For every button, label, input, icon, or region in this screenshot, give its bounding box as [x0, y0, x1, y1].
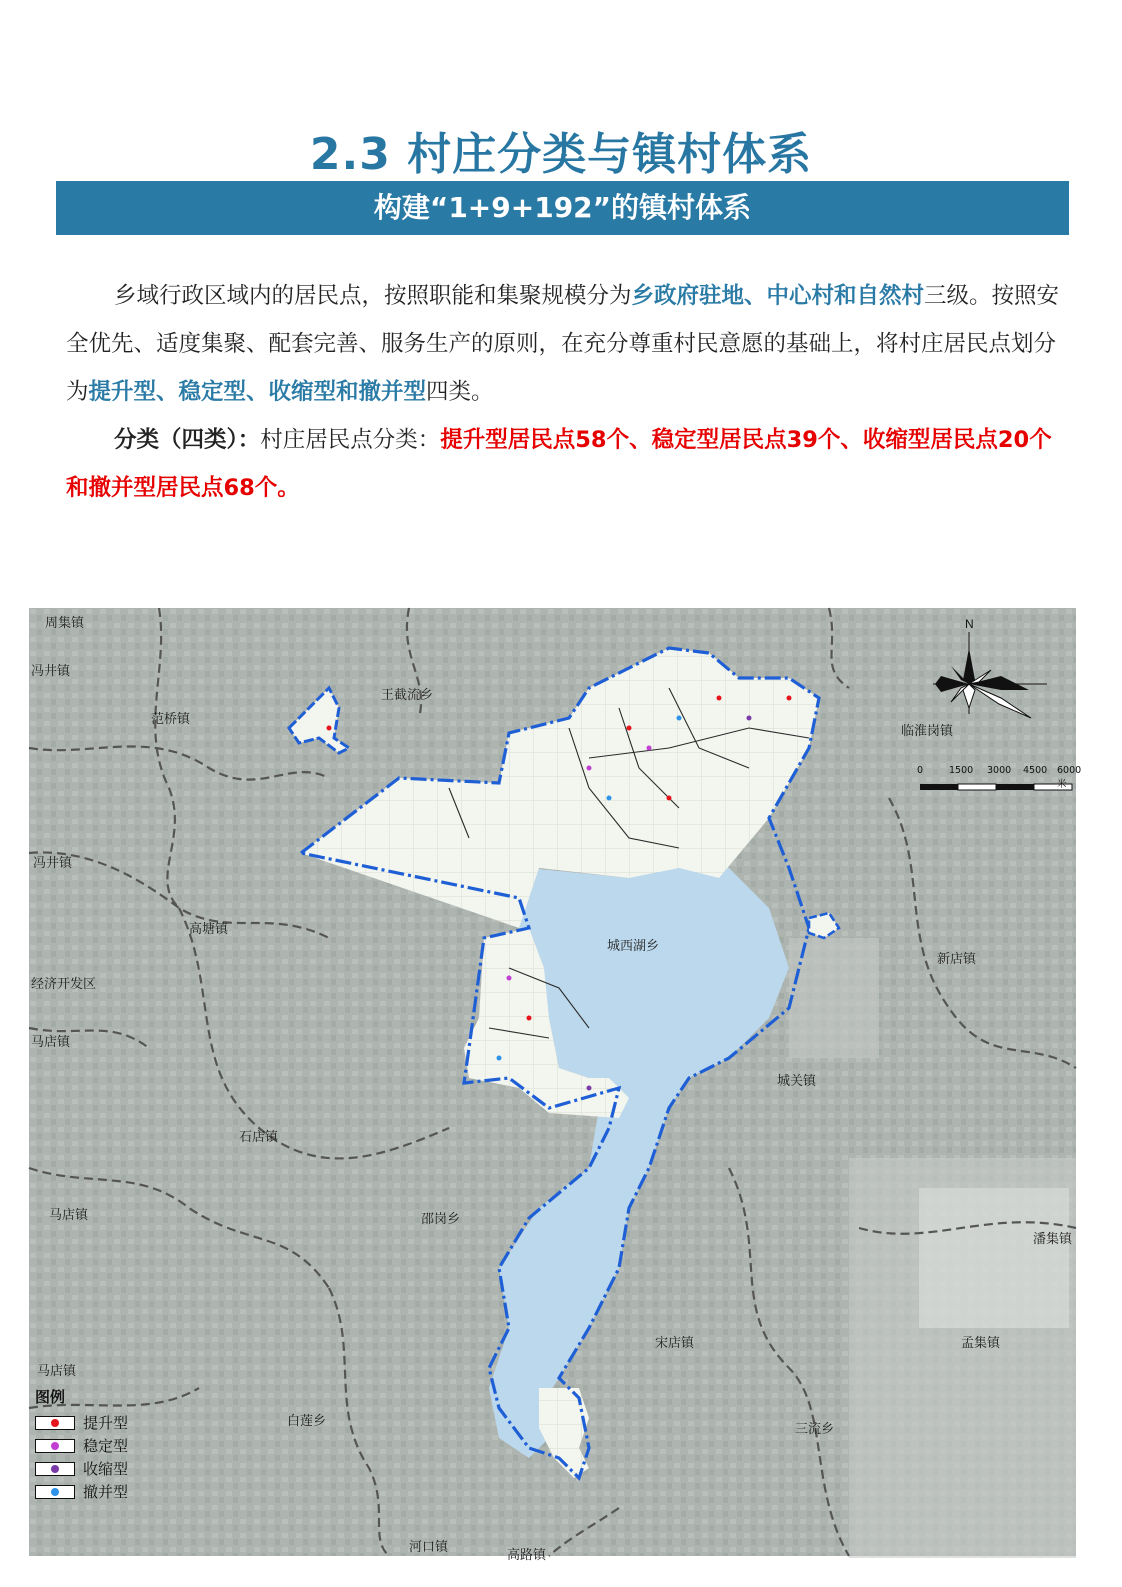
section-banner: 构建“1+9+192”的镇村体系 [56, 181, 1069, 235]
place-label: 高路镇 [507, 1548, 547, 1563]
place-label: 马店镇 [31, 1035, 71, 1050]
legend-title: 图例 [35, 1388, 66, 1406]
compass-rose-icon [931, 618, 1051, 728]
map-base [29, 608, 1076, 1556]
legend-label: 稳定型 [83, 1437, 129, 1455]
purple-dot-icon [51, 1465, 59, 1473]
place-label: 冯井镇 [31, 664, 71, 679]
north-arrow [931, 618, 1051, 732]
place-label: 范桥镇 [151, 712, 191, 727]
legend-swatch [35, 1462, 75, 1476]
village-classification-map [29, 608, 1082, 1563]
intro-text-3: 四类。 [426, 379, 494, 405]
place-label: 河口镇 [409, 1540, 449, 1555]
compass-north-label: N [965, 617, 974, 631]
red-dot-icon [51, 1419, 59, 1427]
legend-label: 提升型 [83, 1414, 129, 1432]
place-label: 潘集镇 [1033, 1232, 1073, 1247]
place-label: 临淮岗镇 [901, 724, 954, 739]
place-label: 冯井镇 [33, 856, 73, 871]
legend-label: 撤并型 [83, 1483, 129, 1501]
place-label: 马店镇 [49, 1208, 89, 1223]
place-label: 新店镇 [937, 952, 977, 967]
intro-text-2: 三级。按照安全优先、适度集聚、配套完善、服务生产的原则，在充分尊重村民意愿的基础上，将村庄居民点划分为 [66, 283, 1060, 405]
place-label: 经济开发区 [31, 977, 97, 992]
legend-item [35, 1480, 128, 1503]
intro-text-1: 乡域行政区域内的居民点，按照职能和集聚规模分为 [114, 283, 632, 309]
place-label: 马店镇 [37, 1364, 77, 1379]
legend-label: 收缩型 [83, 1460, 129, 1478]
classification-text: 村庄居民点分类： [260, 427, 441, 453]
magenta-dot-icon [51, 1442, 59, 1450]
scale-tick-label: 6000米 [1057, 765, 1082, 790]
place-label: 王截流乡 [381, 688, 434, 703]
place-label: 白莲乡 [287, 1414, 327, 1429]
legend-swatch [35, 1416, 75, 1430]
blue-dot-icon [51, 1488, 59, 1496]
intro-paragraph [66, 272, 1066, 416]
classification-counts: 提升型居民点58个、稳定型居民点39个、收缩型居民点20个和撤并型居民点68个。 [66, 427, 1052, 501]
intro-highlight-2: 提升型、稳定型、收缩型和撤并型 [88, 379, 427, 405]
place-label: 邵岗乡 [421, 1212, 461, 1227]
legend-item [35, 1457, 128, 1480]
scale-bar [917, 765, 1087, 798]
map-legend [35, 1386, 128, 1503]
place-label: 城西湖乡 [607, 939, 660, 954]
scale-tick-label: 4500 [1023, 765, 1048, 776]
place-label: 三流乡 [795, 1422, 835, 1437]
place-label: 城关镇 [777, 1074, 817, 1089]
place-label: 高塘镇 [189, 922, 229, 937]
intro-highlight-1: 乡政府驻地、中心村和自然村 [631, 283, 925, 309]
legend-swatch [35, 1439, 75, 1453]
place-label: 周集镇 [45, 616, 85, 631]
classification-label: 分类（四类）： [114, 427, 261, 453]
legend-item [35, 1411, 128, 1434]
legend-item [35, 1434, 128, 1457]
scale-tick-label: 1500 [949, 765, 974, 776]
place-label: 宋店镇 [655, 1336, 695, 1351]
place-label: 石店镇 [239, 1130, 279, 1145]
scale-labels [917, 765, 1087, 790]
scale-tick-label: 3000 [987, 765, 1012, 776]
classification-paragraph [66, 416, 1066, 512]
legend-swatch [35, 1485, 75, 1499]
scale-tick-label: 0 [917, 765, 924, 776]
place-label: 孟集镇 [961, 1336, 1001, 1351]
page-title: 2.3 村庄分类与镇村体系 [309, 129, 813, 180]
